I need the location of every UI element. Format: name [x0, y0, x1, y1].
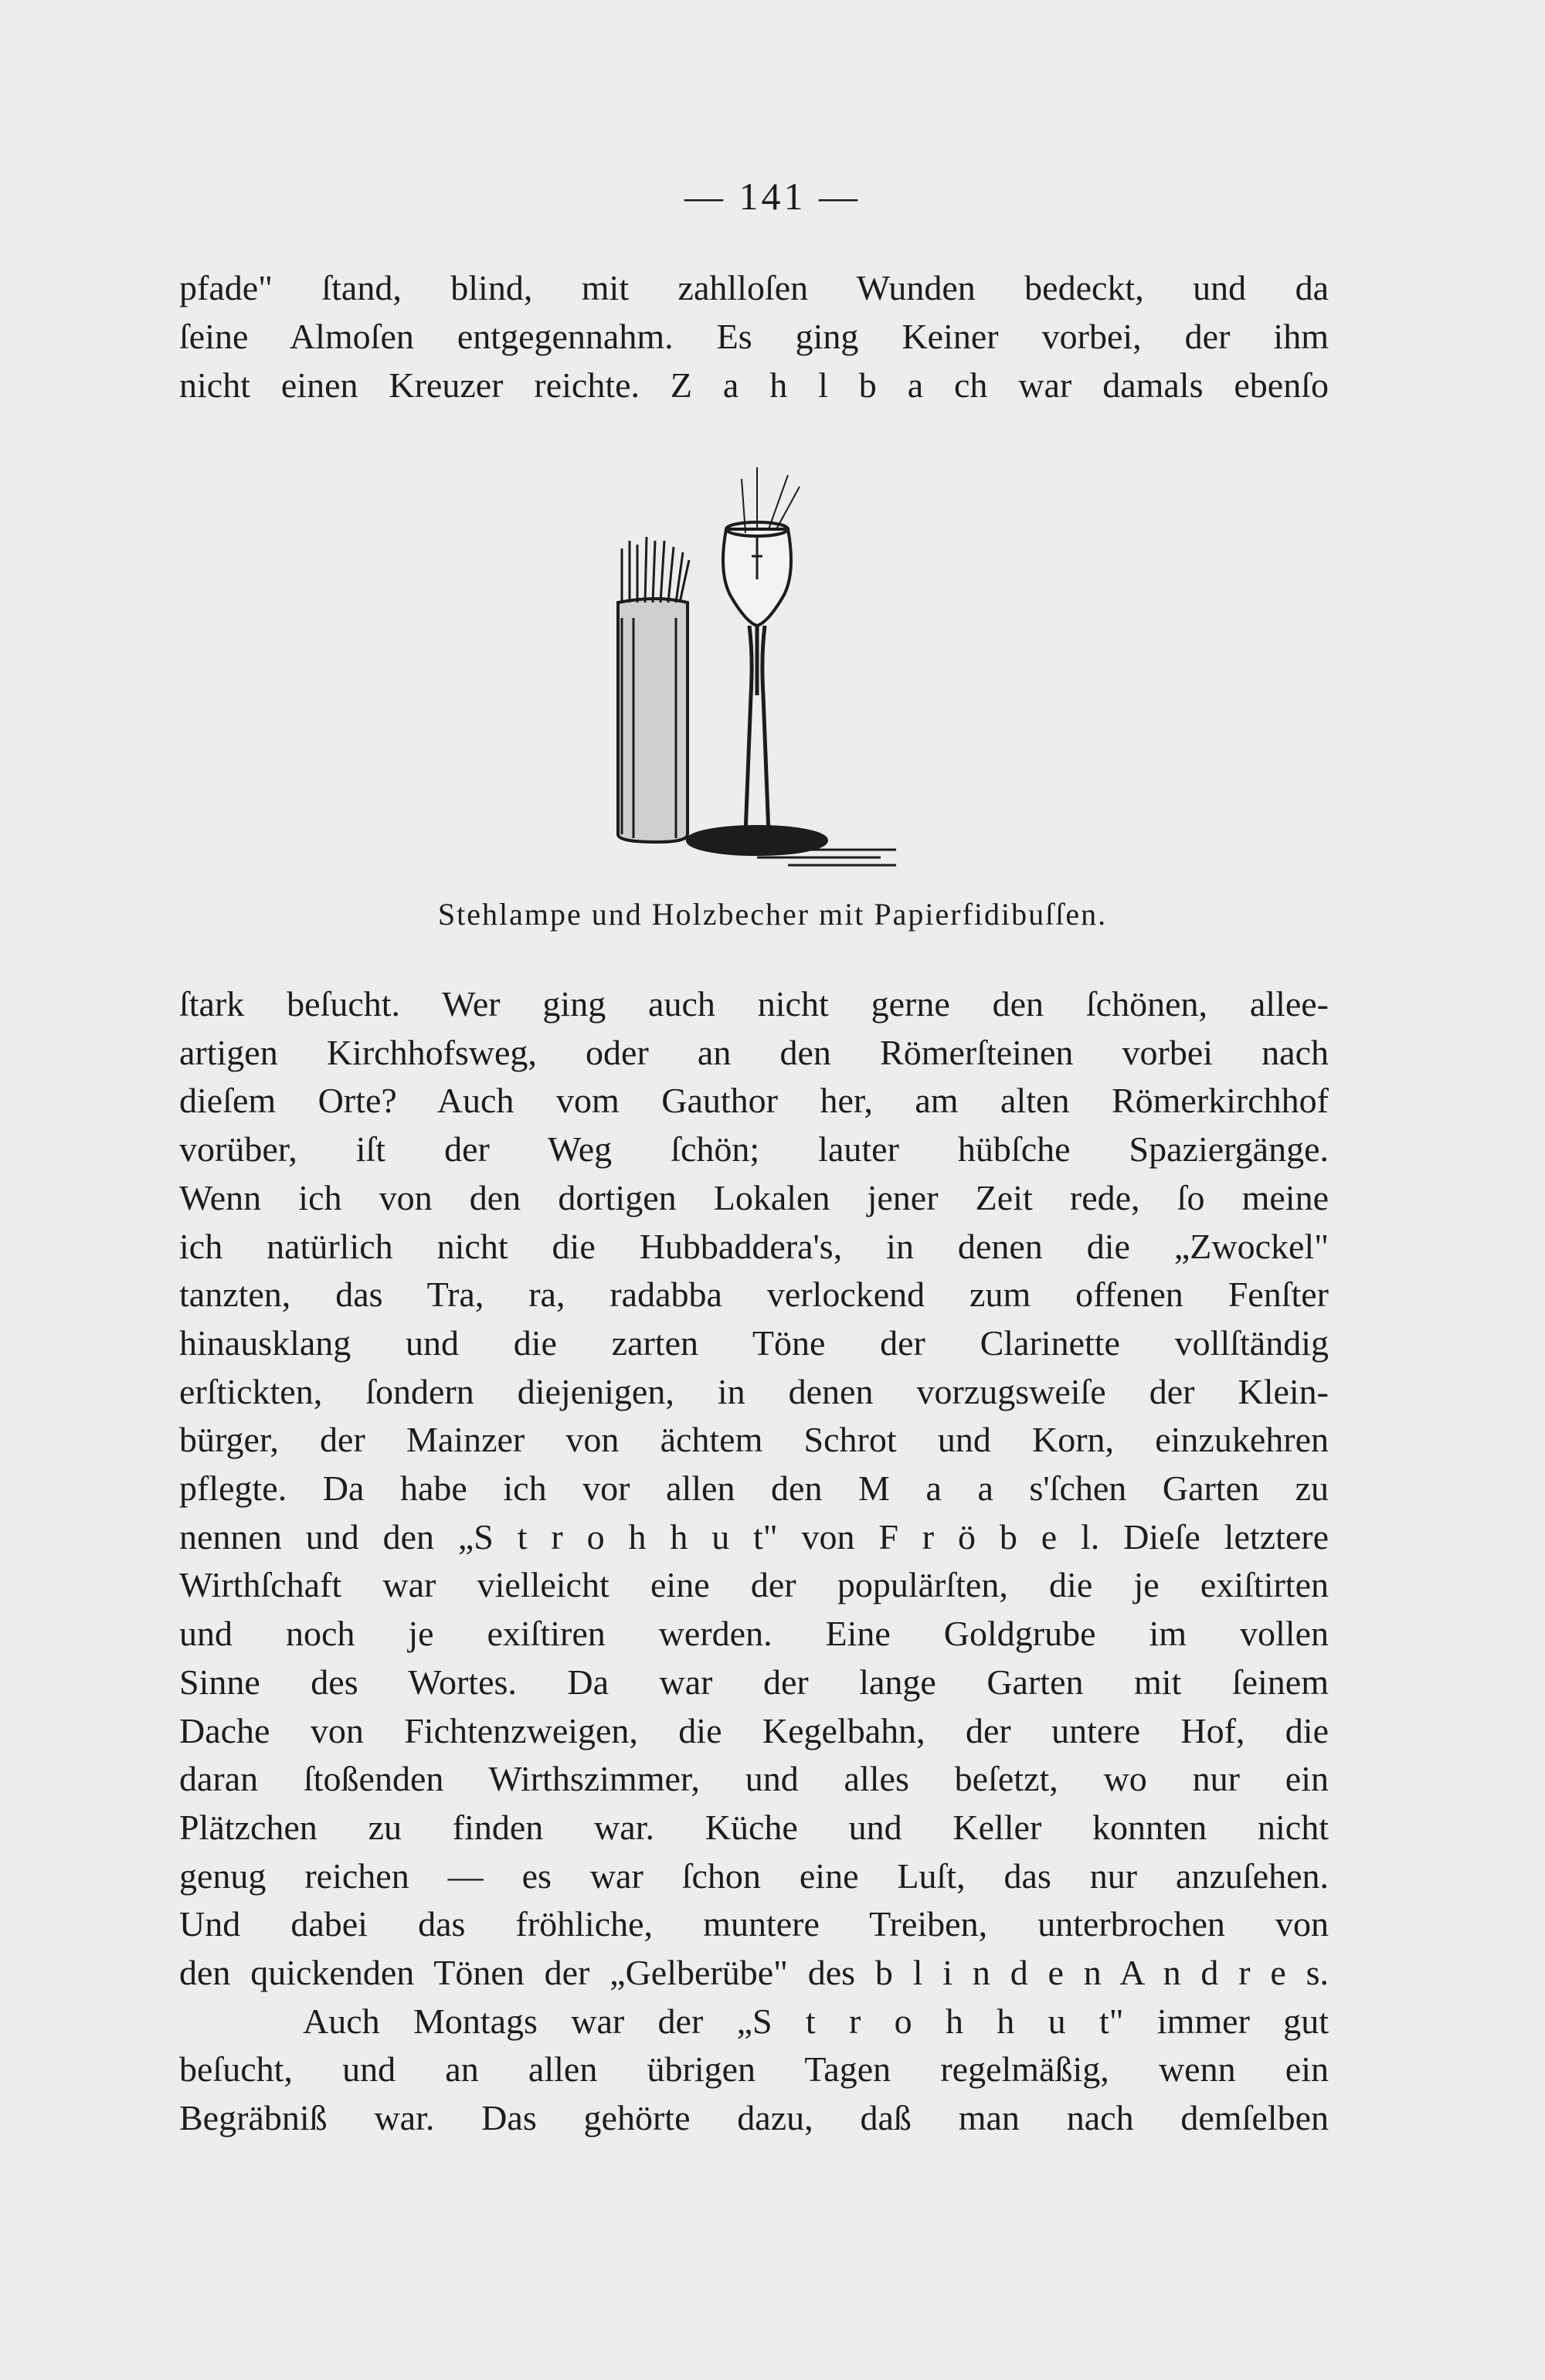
text-line: Wirthſchaft war vielleicht eine der populärſten, die je exiſtirten: [179, 1565, 1329, 1605]
illustration-lamp-and-cup: [603, 463, 1004, 881]
text-line: bürger, der Mainzer von ächtem Schrot und Korn, einzukehren: [179, 1420, 1329, 1460]
text-line: Begräbniß war. Das gehörte dazu, daß man nach demſelben: [179, 2098, 1329, 2138]
text-line: Wenn ich von den dortigen Lokalen jener Zeit rede, ſo meine: [179, 1177, 1329, 1217]
text-line: Dache von Fichtenzweigen, die Kegelbahn, der untere Hof, die: [179, 1710, 1329, 1750]
text-line: nennen und den „S t r o h h u t" von F r ö b e l. Dieſe letztere: [179, 1516, 1329, 1557]
text-line: erſtickten, ſondern diejenigen, in denen vorzugsweiſe der Klein-: [179, 1371, 1329, 1411]
text-line: hinausklang und die zarten Töne der Clarinette vollſtändig: [179, 1322, 1329, 1363]
text-line: nicht einen Kreuzer reichte. Z a h l b a ch war damals ebenſo: [179, 365, 1329, 405]
text-line: Auch Montags war der „S t r o h h u t" immer gut: [303, 2001, 1329, 2041]
text-line: beſucht, und an allen übrigen Tagen regelmäßig, wenn ein: [179, 2049, 1329, 2090]
text-line: und noch je exiſtiren werden. Eine Goldgrube im vollen: [179, 1614, 1329, 1654]
text-line: artigen Kirchhofsweg, oder an den Römerſteinen vorbei nach: [179, 1032, 1329, 1072]
text-line: Und dabei das fröhliche, muntere Treiben, unterbrochen von: [179, 1904, 1329, 1944]
figure-caption: Stehlampe und Holzbecher mit Papierfidibuſſen.: [437, 897, 1108, 932]
text-line: vorüber, iſt der Weg ſchön; lauter hübſche Spaziergänge.: [179, 1129, 1329, 1170]
text-line: Plätzchen zu finden war. Küche und Keller konnten nicht: [179, 1807, 1329, 1847]
text-line: den quickenden Tönen der „Gelberübe" des b l i n d e n A n d r e s.: [179, 1953, 1329, 1992]
text-line: dieſem Orte? Auch vom Gauthor her, am alten Römerkirchhof: [179, 1081, 1329, 1121]
text-line: Sinne des Wortes. Da war der lange Garten mit ſeinem: [179, 1662, 1329, 1702]
page-number: — 141 —: [684, 175, 861, 218]
text-line: ſeine Almoſen entgegennahm. Es ging Keiner vorbei, der ihm: [179, 317, 1329, 356]
text-line: pflegte. Da habe ich vor allen den M a a s'ſchen Garten zu: [179, 1468, 1329, 1508]
text-line: pfade" ſtand, blind, mit zahlloſen Wunden bedeckt, und da: [179, 268, 1329, 307]
text-line: genug reichen — es war ſchon eine Luſt, das nur anzuſehen.: [179, 1855, 1329, 1896]
wooden-cup-with-spills-icon: [618, 537, 689, 842]
standing-lamp-icon: [688, 467, 896, 865]
text-line: ich natürlich nicht die Hubbaddera's, in denen die „Zwockel": [179, 1226, 1329, 1266]
text-line: daran ſtoßenden Wirthszimmer, und alles beſetzt, wo nur ein: [179, 1759, 1329, 1799]
text-line: tanzten, das Tra, ra, radabba verlockend zum offenen Fenſter: [179, 1275, 1329, 1315]
text-line: ſtark beſucht. Wer ging auch nicht gerne den ſchönen, allee-: [179, 984, 1329, 1024]
